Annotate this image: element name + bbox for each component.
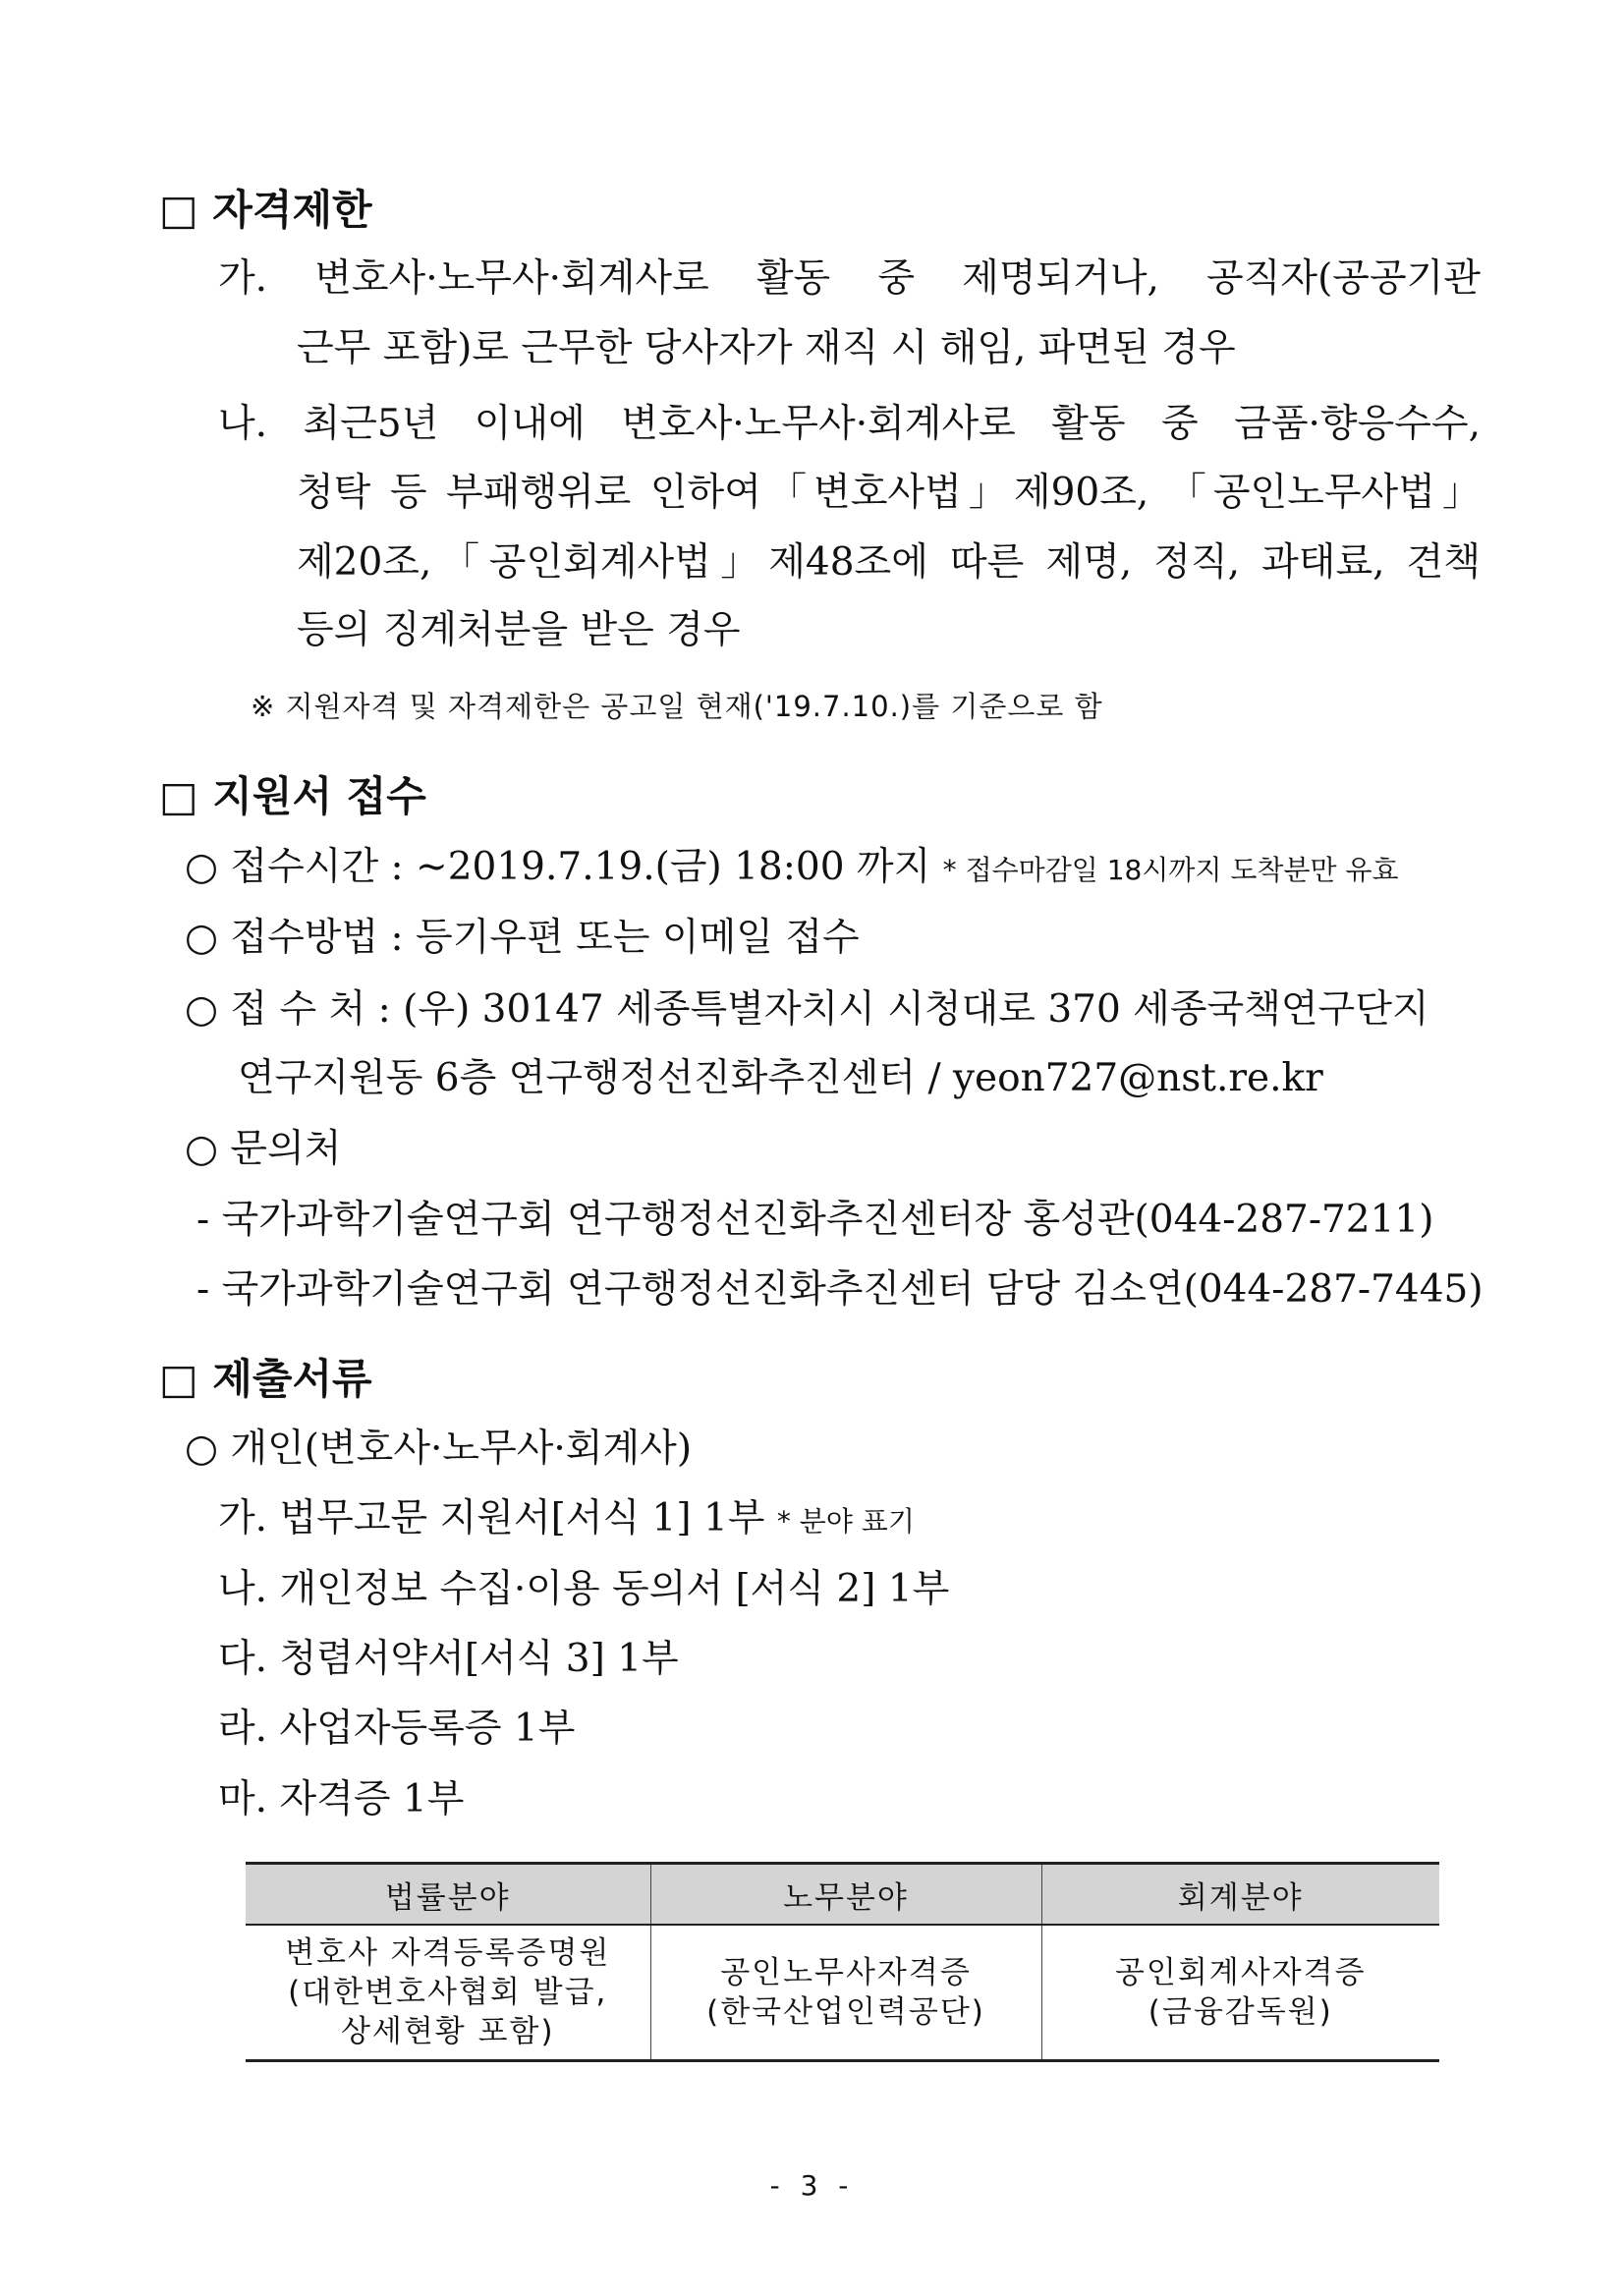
- section-heading-application: □ 지원서 접수: [159, 772, 426, 820]
- restriction-b-line4: 등의 징계처분을 받은 경우: [297, 608, 741, 652]
- document-d: 라. 사업자등록증 1부: [218, 1707, 576, 1751]
- document-b: 나. 개인정보 수집·이용 동의서 [서식 2] 1부: [218, 1567, 950, 1611]
- table-header-accounting: 회계분야: [1041, 1864, 1439, 1926]
- application-place-line2: 연구지원동 6층 연구행정선진화추진센터 / yeon727@nst.re.kr: [238, 1056, 1323, 1100]
- inquiry-label: ○ 문의처: [185, 1127, 342, 1171]
- document-a-label: 가. 법무고문 지원서[서식 1] 1부: [218, 1496, 765, 1540]
- accounting-line1: 공인회계사자격증: [1114, 1954, 1367, 1990]
- qualification-table: [246, 1862, 1439, 2062]
- page-number: - 3 -: [769, 2169, 855, 2202]
- document-a-note: * 분야 표기: [776, 1505, 915, 1538]
- contact-1: - 국가과학기술연구회 연구행정선진화추진센터장 홍성관(044-287-7211): [196, 1198, 1434, 1242]
- application-method: ○ 접수방법 : 등기우편 또는 이메일 접수: [185, 916, 860, 960]
- legal-line2: (대한변호사협회 발급,: [288, 1974, 608, 2010]
- application-time-note: * 접수마감일 18시까지 도착분만 유효: [942, 854, 1399, 886]
- application-time-label: ○ 접수시간 : ~2019.7.19.(금) 18:00 까지: [185, 845, 931, 889]
- restriction-a-line2: 근무 포함)로 근무한 당사자가 재직 시 해임, 파면된 경우: [297, 326, 1236, 370]
- document-c: 다. 청렴서약서[서식 3] 1부: [218, 1637, 679, 1681]
- documents-personal: ○ 개인(변호사·노무사·회계사): [185, 1427, 693, 1471]
- section-heading-documents: □ 제출서류: [159, 1355, 372, 1403]
- document-a: [218, 1497, 915, 1541]
- table-header-labor: 노무분야: [650, 1864, 1041, 1926]
- labor-line1: 공인노무사자격증: [720, 1954, 972, 1990]
- table-row: [246, 1925, 1439, 2061]
- section-heading-qualification-limits: □ 자격제한: [159, 186, 372, 234]
- contact-2: - 국가과학기술연구회 연구행정선진화추진센터 담당 김소연(044-287-7445): [196, 1267, 1484, 1312]
- table-cell-accounting: [1041, 1925, 1439, 2061]
- restriction-b-line2: 청탁 등 부패행위로 인하여「변호사법」제90조, 「공인노무사법」: [297, 471, 1481, 515]
- application-place-line1: ○ 접 수 처 : (우) 30147 세종특별자치시 시청대로 370 세종국책연구단지: [185, 987, 1429, 1032]
- qualification-note: ※ 지원자격 및 자격제한은 공고일 현재('19.7.10.)를 기준으로 함: [251, 690, 1103, 723]
- labor-line2: (한국산업인력공단): [706, 1994, 985, 2030]
- table-header-row: [246, 1864, 1439, 1926]
- document-e: 마. 자격증 1부: [218, 1777, 465, 1821]
- legal-line3: 상세현황 포함): [340, 2014, 555, 2050]
- table-cell-labor: [650, 1925, 1041, 2061]
- accounting-line2: (금융감독원): [1148, 1994, 1333, 2030]
- legal-line1: 변호사 자격등록증명원: [285, 1934, 611, 1971]
- restriction-b-line3: 제20조,「공인회계사법」제48조에 따른 제명, 정직, 과태료, 견책: [297, 540, 1481, 585]
- restriction-a-line1: 가. 변호사·노무사·회계사로 활동 중 제명되거나, 공직자(공공기관: [218, 256, 1481, 301]
- restriction-b-line1: 나. 최근5년 이내에 변호사·노무사·회계사로 활동 중 금품·향응수수,: [218, 402, 1481, 446]
- table-cell-legal: [246, 1925, 650, 2061]
- table-header-legal: 법률분야: [246, 1864, 650, 1926]
- application-time: [185, 846, 1399, 890]
